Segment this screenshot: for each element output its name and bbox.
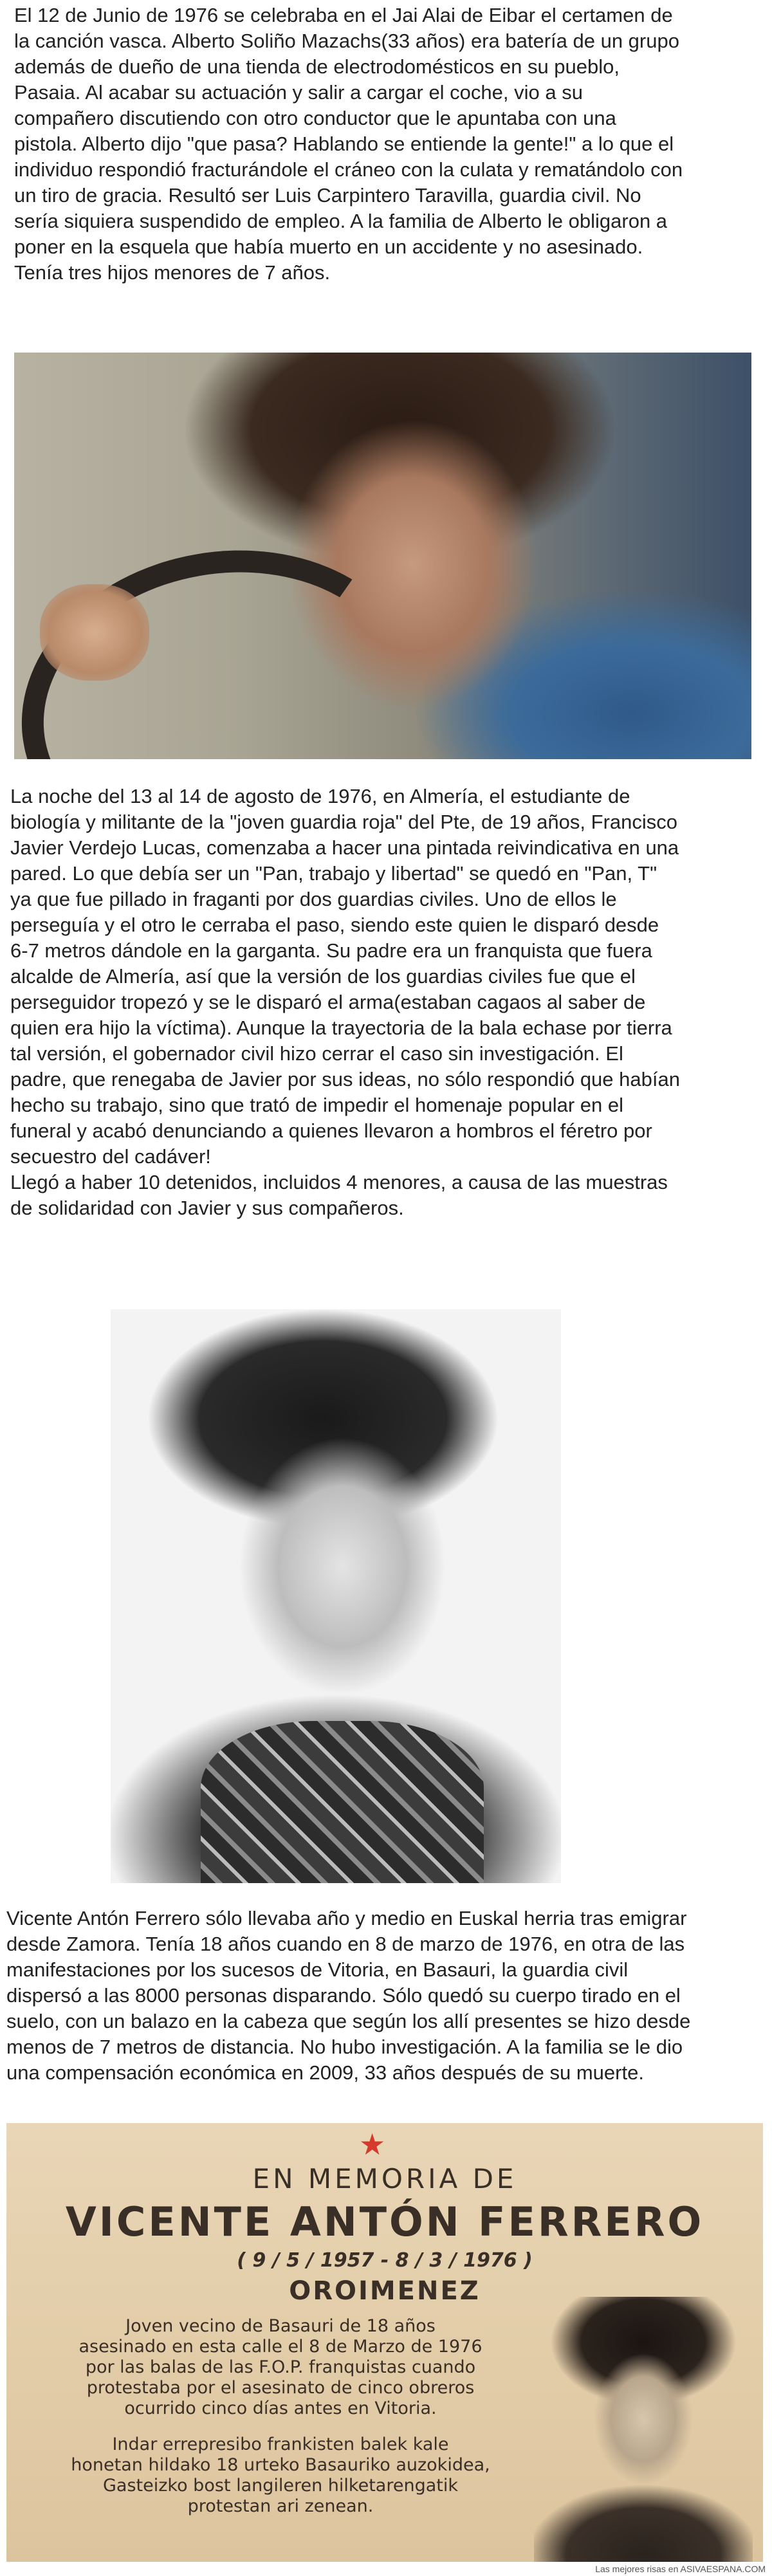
plaque-dates: ( 9 / 5 / 1957 - 8 / 3 / 1976 ) (237, 2249, 533, 2272)
plaque-line: Indar errepresibo frankisten balek kale (112, 2434, 449, 2454)
text-line: de solidaridad con Javier y sus compañeros. (10, 1197, 404, 1219)
text-line: Llegó a haber 10 detenidos, incluidos 4 menores, a causa de las muestras (10, 1171, 668, 1193)
story-javier-verdejo (10, 784, 764, 1221)
text-line: hecho su trabajo, sino que trató de impedir el homenaje popular en el (10, 1094, 624, 1116)
text-line: desde Zamora. Tenía 18 años cuando en 8 de marzo de 1976, en otra de las (6, 1933, 685, 1955)
text-line: biología y militante de la "joven guardia roja" del Pte, de 19 años, Francisco (10, 811, 678, 833)
text-line: El 12 de Junio de 1976 se celebraba en el Jai Alai de Eibar el certamen de (14, 4, 673, 26)
plaque-line: honetan hildako 18 urteko Basauriko auzokidea, (71, 2455, 490, 2475)
text-line: manifestaciones por los sucesos de Vitoria, en Basauri, la guardia civil (6, 1958, 629, 1981)
plaque-portrait (534, 2297, 753, 2563)
plaque-line: protestan ari zenean. (187, 2496, 374, 2516)
site-credit: Las mejores risas en ASIVAESPANA.COM (595, 2564, 766, 2574)
story-alberto-solino (14, 3, 760, 286)
plaque-line: Joven vecino de Basauri de 18 años (125, 2316, 436, 2336)
plaque-line: protestaba por el asesinato de cinco obreros (86, 2378, 475, 2398)
text-line: la canción vasca. Alberto Soliño Mazachs(33 años) era batería de un grupo (14, 30, 679, 52)
text-line: Tenía tres hijos menores de 7 años. (14, 261, 331, 284)
memorial-plaque-photo (6, 2123, 763, 2563)
text-line: individuo respondió fracturándole el cráneo con la culata y rematándolo con (14, 158, 683, 181)
plaque-heading: EN MEMORIA DE (252, 2163, 517, 2194)
plaque-line: por las balas de las F.O.P. franquistas cuando (85, 2357, 476, 2377)
plaque-line: Gasteizko bost langileren hilketarengatik (103, 2476, 458, 2496)
text-line: Pasaia. Al acabar su actuación y salir a cargar el coche, vio a su (14, 81, 583, 104)
footer-bar (0, 2562, 772, 2576)
plaque-basque-text (42, 2434, 519, 2517)
text-line: menos de 7 metros de distancia. No hubo investigación. A la familia se le dio (6, 2036, 683, 2058)
text-line: perseguidor tropezó y se le disparó el arma(estaban cagaos al saber de (10, 991, 646, 1013)
photo-alberto-solino (14, 353, 751, 759)
text-line: además de dueño de una tienda de electrodomésticos en su pueblo, (14, 55, 620, 78)
plaque-line: asesinado en esta calle el 8 de Marzo de 1976 (78, 2337, 482, 2357)
story-vicente-anton (6, 1906, 767, 2086)
text-line: 6-7 metros dándole en la garganta. Su padre era un franquista que fuera (10, 939, 652, 962)
text-line: poner en la esquela que había muerto en un accidente y no asesinado. (14, 235, 643, 258)
plaque-oroimenez: OROIMENEZ (289, 2276, 481, 2306)
text-line: funeral y acabó denunciando a quienes llevaron a hombros el féretro por (10, 1119, 652, 1142)
plaque-line: ocurrido cinco días antes en Vitoria. (124, 2398, 437, 2418)
text-line: secuestro del cadáver! (10, 1145, 211, 1168)
text-line: sería siquiera suspendido de empleo. A la familia de Alberto le obligaron a (14, 210, 668, 232)
text-line: Javier Verdejo Lucas, comenzaba a hacer una pintada reivindicativa en una (10, 836, 679, 859)
text-line: pistola. Alberto dijo "que pasa? Hablando se entiende la gente!" a lo que el (14, 133, 674, 155)
text-line: Vicente Antón Ferrero sólo llevaba año y medio en Euskal herria tras emigrar (6, 1907, 687, 1929)
text-line: La noche del 13 al 14 de agosto de 1976, en Almería, el estudiante de (10, 785, 630, 807)
plaque-name: VICENTE ANTÓN FERRERO (65, 2198, 704, 2245)
text-line: un tiro de gracia. Resultó ser Luis Carpintero Taravilla, guardia civil. No (14, 184, 641, 207)
text-line: suelo, con un balazo en la cabeza que según los allí presentes se hizo desde (6, 2010, 691, 2032)
hand-shape (40, 584, 149, 681)
photo-javier-verdejo (111, 1309, 561, 1883)
text-line: padre, que renegaba de Javier por sus ideas, no sólo respondió que habían (10, 1068, 680, 1090)
text-line: perseguía y el otro le cerraba el paso, siendo este quien le disparó desde (10, 914, 659, 936)
text-line: una compensación económica en 2009, 33 años después de su muerte. (6, 2061, 644, 2084)
red-star-icon: ★ (359, 2127, 386, 2162)
plaid-shirt-shape (201, 1721, 484, 1883)
text-line: ya que fue pillado in fraganti por dos guardias civiles. Uno de ellos le (10, 888, 617, 910)
text-line: alcalde de Almería, así que la versión de los guardias civiles fue que el (10, 965, 636, 988)
text-line: tal versión, el gobernador civil hizo cerrar el caso sin investigación. El (10, 1042, 623, 1065)
text-line: compañero discutiendo con otro conductor que le apuntaba con una (14, 107, 616, 129)
text-line: pared. Lo que debía ser un "Pan, trabajo y libertad" se quedó en "Pan, T" (10, 862, 657, 885)
text-line: quien era hijo la víctima). Aunque la trayectoria de la bala echase por tierra (10, 1017, 672, 1039)
text-line: dispersó a las 8000 personas disparando. Sólo quedó su cuerpo tirado en el (6, 1984, 681, 2007)
plaque-spanish-text (42, 2316, 519, 2419)
